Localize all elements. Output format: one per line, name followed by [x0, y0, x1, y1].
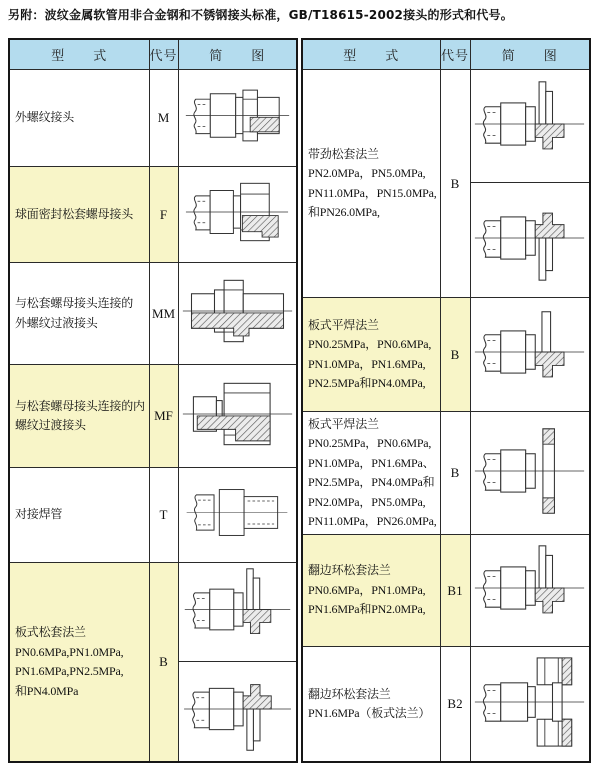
code-cell: F [149, 167, 178, 263]
diagram-cell [178, 662, 297, 763]
code-cell: T [149, 468, 178, 563]
diagram-cell [178, 563, 297, 662]
flat-weld-plate-flange-diagram [472, 306, 587, 398]
type-line: PN2.5MPa和PN4.0MPa, [308, 376, 426, 390]
column-header-type: 型 式 [9, 39, 149, 70]
diagram-cell [178, 167, 297, 263]
type-line: PN1.0MPa，PN1.6MPa、 [308, 455, 435, 470]
code-cell: MF [149, 365, 178, 468]
type-line: 外螺纹过液接头 [15, 315, 98, 330]
type-line: PN11.0MPa，PN15.0MPa, [308, 185, 437, 200]
plate-loose-flange-back-diagram [181, 664, 294, 754]
type-line: PN2.5MPa，PN4.0MPa和 [308, 475, 435, 489]
table-row [9, 365, 297, 468]
type-cell [302, 412, 440, 535]
flat-weld-plate-flange-wide-diagram [472, 425, 587, 517]
type-line: PN1.6MPa,PN2.5MPa, [15, 664, 124, 678]
type-line: PN2.0MPa，PN5.0MPa, [308, 494, 426, 509]
male-female-adapter-diagram [180, 368, 295, 460]
table-row [9, 263, 297, 365]
code-cell: M [149, 70, 178, 167]
column-header-diagram: 简 图 [178, 39, 297, 70]
column-header-code: 代号 [149, 39, 178, 70]
header-row [9, 39, 297, 70]
diagram-cell [178, 70, 297, 167]
table-row [9, 563, 297, 662]
left-table [8, 38, 298, 763]
neck-loose-flange-back-diagram [472, 192, 587, 284]
type-cell [9, 263, 149, 365]
page-title: 另附：波纹金属软管用非合金钢和不锈钢接头标准，GB/T18615-2002接头的形式和代号。 [8, 8, 513, 22]
diagram-cell [470, 298, 590, 412]
type-cell [9, 563, 149, 763]
flanged-ring-loose-flange-diagram [472, 542, 587, 634]
type-line: 带劲松套法兰 [308, 146, 379, 161]
type-line: 螺纹过渡接头 [15, 418, 86, 432]
table-row [302, 298, 590, 412]
type-cell [9, 70, 149, 167]
type-line: 与松套螺母接头连接的内 [15, 398, 145, 413]
sphere-seal-loose-nut-fitting-diagram [183, 169, 291, 255]
type-line: PN0.6MPa，PN1.0MPa, [308, 582, 426, 597]
plate-loose-flange-front-diagram [182, 565, 293, 654]
diagram-cell [178, 365, 297, 468]
column-header-code: 代号 [440, 39, 470, 70]
diagram-cell [470, 412, 590, 535]
type-line: 翻边环松套法兰 [308, 563, 391, 578]
type-line: PN0.6MPa,PN1.0MPa, [15, 644, 124, 659]
type-line: 和PN26.0MPa, [308, 205, 380, 219]
butt-weld-pipe-diagram [184, 470, 290, 555]
diagram-cell [178, 263, 297, 365]
type-cell [9, 365, 149, 468]
diagram-cell [470, 70, 590, 183]
type-line: PN1.0MPa，PN1.6MPa, [308, 356, 426, 371]
type-line: 和PN4.0MPa [15, 683, 79, 698]
table-row [9, 70, 297, 167]
type-line: 球面密封松套螺母接头 [15, 206, 134, 221]
diagram-cell [470, 183, 590, 298]
table-row [9, 167, 297, 263]
right-table [301, 38, 591, 763]
type-line: 板式平焊法兰 [308, 416, 379, 431]
column-header-diagram: 简 图 [470, 39, 590, 70]
type-line: PN1.6MPa（板式法兰） [308, 706, 431, 720]
type-line: PN0.25MPa，PN0.6MPa, [308, 337, 432, 351]
type-cell [9, 167, 149, 263]
code-cell: B [440, 70, 470, 298]
type-line: PN11.0MPa，PN26.0MPa, [308, 514, 437, 528]
type-cell [9, 468, 149, 563]
flanged-ring-plate-flange-diagram [472, 656, 587, 748]
type-line: PN1.6MPa和PN2.0MPa, [308, 602, 426, 617]
diagram-cell [178, 468, 297, 563]
double-male-adapter-diagram [180, 265, 295, 357]
type-line: 对接焊管 [15, 507, 63, 522]
type-line: 板式平焊法兰 [308, 317, 379, 332]
type-line: PN2.0MPa，PN5.0MPa, [308, 166, 426, 180]
code-cell: B [440, 298, 470, 412]
code-cell: B2 [440, 647, 470, 763]
table-row [302, 70, 590, 183]
table-row [9, 468, 297, 563]
table-row [302, 535, 590, 647]
table-row [302, 412, 590, 535]
type-line: 与松套螺母接头连接的 [15, 296, 134, 310]
diagram-cell [470, 647, 590, 763]
type-line: PN0.25MPa，PN0.6MPa, [308, 436, 432, 450]
code-cell: MM [149, 263, 178, 365]
table-row [302, 647, 590, 763]
diagram-cell [470, 535, 590, 647]
type-cell [302, 647, 440, 763]
code-cell: B [440, 412, 470, 535]
code-cell: B [149, 563, 178, 763]
type-line: 板式松套法兰 [15, 625, 86, 639]
type-line: 翻边环松套法兰 [308, 686, 391, 701]
type-cell [302, 535, 440, 647]
header-row [302, 39, 590, 70]
type-cell [302, 70, 440, 298]
neck-loose-flange-front-diagram [472, 78, 587, 170]
column-header-type: 型 式 [302, 39, 440, 70]
code-cell: B1 [440, 535, 470, 647]
fitting-standard-tables [8, 38, 591, 763]
type-line: 外螺纹接头 [15, 110, 75, 125]
type-cell [302, 298, 440, 412]
male-thread-fitting-diagram [183, 72, 292, 159]
